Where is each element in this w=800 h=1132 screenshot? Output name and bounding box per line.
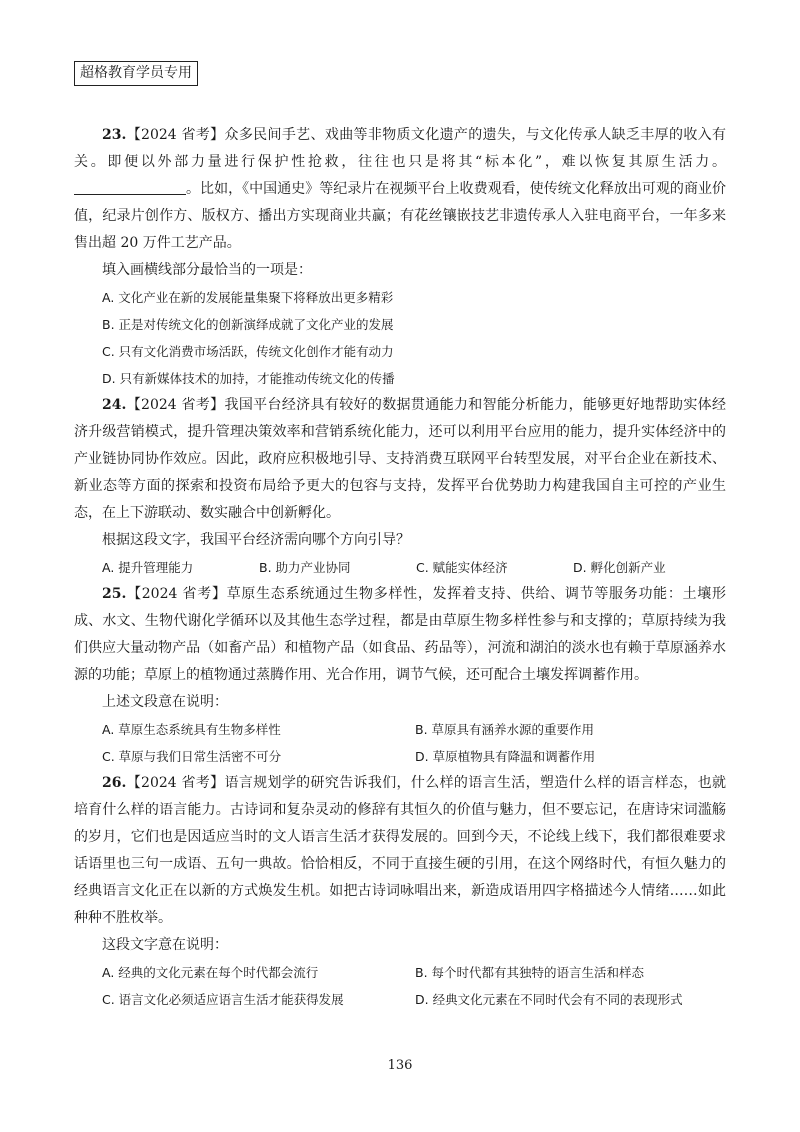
question-prompt: 根据这段文字，我国平台经济需向哪个方向引导？ bbox=[102, 532, 410, 548]
options bbox=[74, 554, 726, 581]
fill-in-blank bbox=[74, 180, 186, 195]
option-b[interactable]: B. 草原具有涵养水源的重要作用 bbox=[415, 722, 595, 737]
question-body-continued: 。比如，《中国通史》等纪录片在视频平台上收费观看，使传统文化释放出可观的商业价值，纪录片创作方、版权方、播出方实现商业共赢；有花丝镶嵌技艺非遗传承人入驻电商平台，一年多来售出超 20 万件工艺产品。 bbox=[74, 181, 726, 251]
question-text bbox=[74, 122, 726, 257]
question-body: 语言规划学的研究告诉我们，什么样的语言生活，塑造什么样的语言样态，也就培育什么样的语言能力。古诗词和复杂灵动的修辞有其恒久的价值与魅力，但不要忘记，在唐诗宋词滥觞的岁月，它们也是因适应当时的文人语言生活才获得发展的。回到今天，不论线上线下，我们都很难要求话语里也三句一成语、五句一典故。恰恰相反，不同于直接生硬的引用，在这个网络时代，有恒久魅力的经典语言文化正在以新的方式焕发生机。如把古诗词咏唱出来，新造成语用四字格描述今人情绪……如此种种不胜枚举。 bbox=[74, 775, 726, 926]
question-24 bbox=[74, 392, 726, 581]
question-body: 众多民间手艺、戏曲等非物质文化遗产的遗失，与文化传承人缺乏丰厚的收入有关。即便以外部力量进行保护性抢救，往往也只是将其“标本化”，难以恢复其原生活力。 bbox=[74, 127, 726, 170]
question-number: 23. bbox=[102, 127, 127, 143]
option-c[interactable]: C. 草原与我们日常生活密不可分 bbox=[102, 749, 282, 764]
question-prompt: 上述文段意在说明： bbox=[102, 694, 228, 710]
option-a[interactable]: A. 文化产业在新的发展能量集聚下将释放出更多精彩 bbox=[102, 290, 394, 305]
question-source: 【2024 省考】 bbox=[126, 586, 227, 602]
question-26 bbox=[74, 770, 726, 1013]
question-source: 【2024 省考】 bbox=[126, 397, 225, 413]
options bbox=[74, 716, 726, 770]
option-a[interactable]: A. 草原生态系统具有生物多样性 bbox=[102, 722, 281, 737]
question-25 bbox=[74, 581, 726, 770]
question-text bbox=[74, 770, 726, 932]
question-list bbox=[74, 122, 726, 1013]
question-number: 24. bbox=[102, 397, 127, 413]
option-c[interactable]: C. 赋能实体经济 bbox=[416, 560, 508, 575]
option-c[interactable]: C. 只有文化消费市场活跃，传统文化创作才能有动力 bbox=[102, 344, 394, 359]
question-body: 我国平台经济具有较好的数据贯通能力和智能分析能力，能够更好地帮助实体经济升级营销模式，提升管理决策效率和营销系统化能力，还可以利用平台应用的能力，提升实体经济中的产业链协同协作效应。因此，政府应积极地引导、支持消费互联网平台转型发展，对平台企业在新技术、新业态等方面的探索和投资布局给予更大的包容与支持，发挥平台优势助力构建我国自主可控的产业生态，在上下游联动、数实融合中创新孵化。 bbox=[74, 397, 726, 521]
page-number: 136 bbox=[387, 1058, 413, 1073]
option-d[interactable]: D. 孵化创新产业 bbox=[573, 560, 666, 575]
question-prompt: 这段文字意在说明： bbox=[102, 937, 228, 953]
option-b[interactable]: B. 每个时代都有其独特的语言生活和样态 bbox=[415, 965, 645, 980]
options bbox=[74, 959, 726, 1013]
option-d[interactable]: D. 经典文化元素在不同时代会有不同的表现形式 bbox=[415, 992, 683, 1007]
option-c[interactable]: C. 语言文化必须适应语言生活才能获得发展 bbox=[102, 992, 344, 1007]
question-body: 草原生态系统通过生物多样性，发挥着支持、供给、调节等服务功能：土壤形成、水文、生物代谢化学循环以及其他生态学过程，都是由草原生物多样性参与和支撑的；草原持续为我们供应大量动物产品（如畜产品）和植物产品（如食品、药品等），河流和湖泊的淡水也有赖于草原涵养水源的功能；草原上的植物通过蒸腾作用、光合作用，调节气候，还可配合土壤发挥调蓄作用。 bbox=[74, 586, 726, 683]
question-number: 26. bbox=[102, 775, 127, 791]
options bbox=[74, 284, 726, 392]
question-number: 25. bbox=[102, 586, 127, 602]
question-text bbox=[74, 581, 726, 689]
option-a[interactable]: A. 经典的文化元素在每个时代都会流行 bbox=[102, 965, 319, 980]
question-source: 【2024 省考】 bbox=[126, 775, 225, 791]
header-badge: 超格教育学员专用 bbox=[74, 61, 198, 86]
question-prompt: 填入画横线部分最恰当的一项是： bbox=[102, 262, 312, 278]
option-b[interactable]: B. 助力产业协同 bbox=[259, 560, 351, 575]
option-a[interactable]: A. 提升管理能力 bbox=[102, 560, 194, 575]
question-source: 【2024 省考】 bbox=[126, 127, 225, 143]
option-d[interactable]: D. 只有新媒体技术的加持，才能推动传统文化的传播 bbox=[102, 371, 395, 386]
question-23 bbox=[74, 122, 726, 392]
option-b[interactable]: B. 正是对传统文化的创新演绎成就了文化产业的发展 bbox=[102, 317, 394, 332]
option-d[interactable]: D. 草原植物具有降温和调蓄作用 bbox=[415, 749, 596, 764]
question-text bbox=[74, 392, 726, 527]
